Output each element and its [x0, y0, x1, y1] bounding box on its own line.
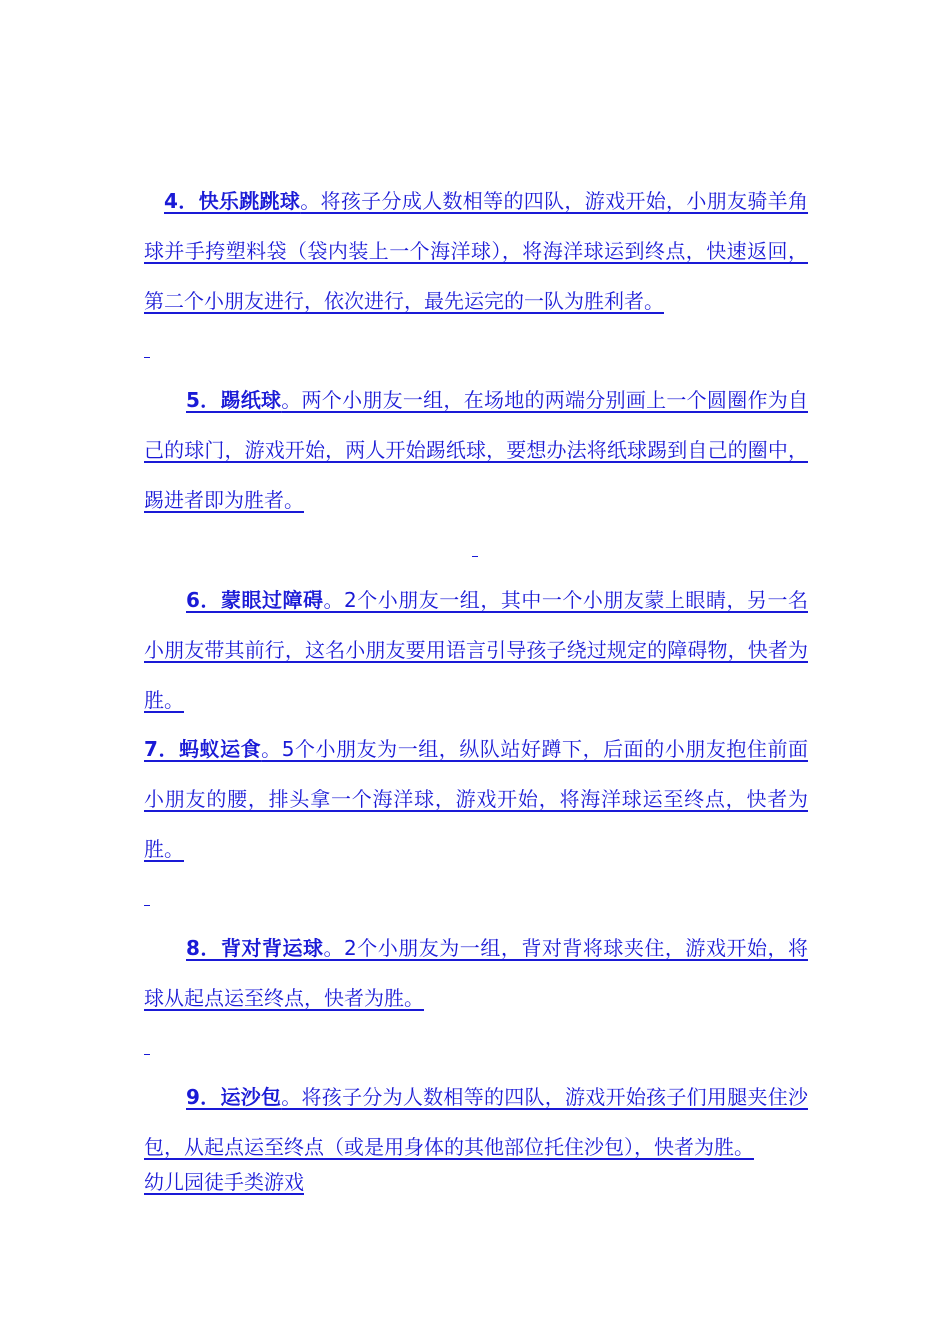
item-9-text: 。将孩子分为人数相等的四队，游戏开始孩子们用腿夹住沙包，从起点运至终点（或是用身体的其他部位托住沙包），快者为胜。: [144, 1085, 808, 1159]
empty-paragraph-mark: [144, 905, 150, 906]
item-9-title: 9．运沙包: [186, 1085, 282, 1109]
item-6-title: 6．蒙眼过障碍: [186, 588, 324, 612]
item-5-title: 5．踢纸球: [186, 388, 282, 412]
item-8-text: 。2个小朋友为一组，背对背将球夹住，游戏开始，将球从起点运至终点，快者为胜。: [144, 936, 808, 1010]
item-4-title: 4．快乐跳跳球: [164, 189, 301, 213]
item-5: [144, 375, 808, 525]
item-7-title: 7．蚂蚁运食: [144, 737, 262, 761]
item-6: [144, 575, 808, 725]
item-7: [144, 724, 808, 874]
item-5-text: 。两个小朋友一组，在场地的两端分别画上一个圆圈作为自己的球门，游戏开始，两人开始踢纸球，要想办法将纸球踢到自己的圈中，踢进者即为胜者。: [144, 388, 808, 512]
footer-heading: 幼儿园徒手类游戏: [144, 1170, 304, 1194]
item-7-text: 。5个小朋友为一组，纵队站好蹲下，后面的小朋友抱住前面小朋友的腰，排头拿一个海洋球，游戏开始，将海洋球运至终点，快者为胜。: [144, 737, 808, 861]
item-8: [144, 923, 808, 1023]
item-6-text: 。2个小朋友一组，其中一个小朋友蒙上眼睛，另一名小朋友带其前行，这名小朋友要用语言引导孩子绕过规定的障碍物，快者为胜。: [144, 588, 808, 712]
empty-paragraph-mark: [472, 556, 478, 557]
item-9: [144, 1072, 808, 1172]
item-8-title: 8．背对背运球: [186, 936, 324, 960]
empty-paragraph-mark: [144, 357, 150, 358]
empty-paragraph-mark: [144, 1054, 150, 1055]
item-4-text: 。将孩子分成人数相等的四队，游戏开始，小朋友骑羊角球并手挎塑料袋（袋内装上一个海洋球），将海洋球运到终点，快速返回，第二个小朋友进行，依次进行，最先运完的一队为胜利者。: [144, 189, 809, 313]
item-4: [144, 176, 808, 326]
